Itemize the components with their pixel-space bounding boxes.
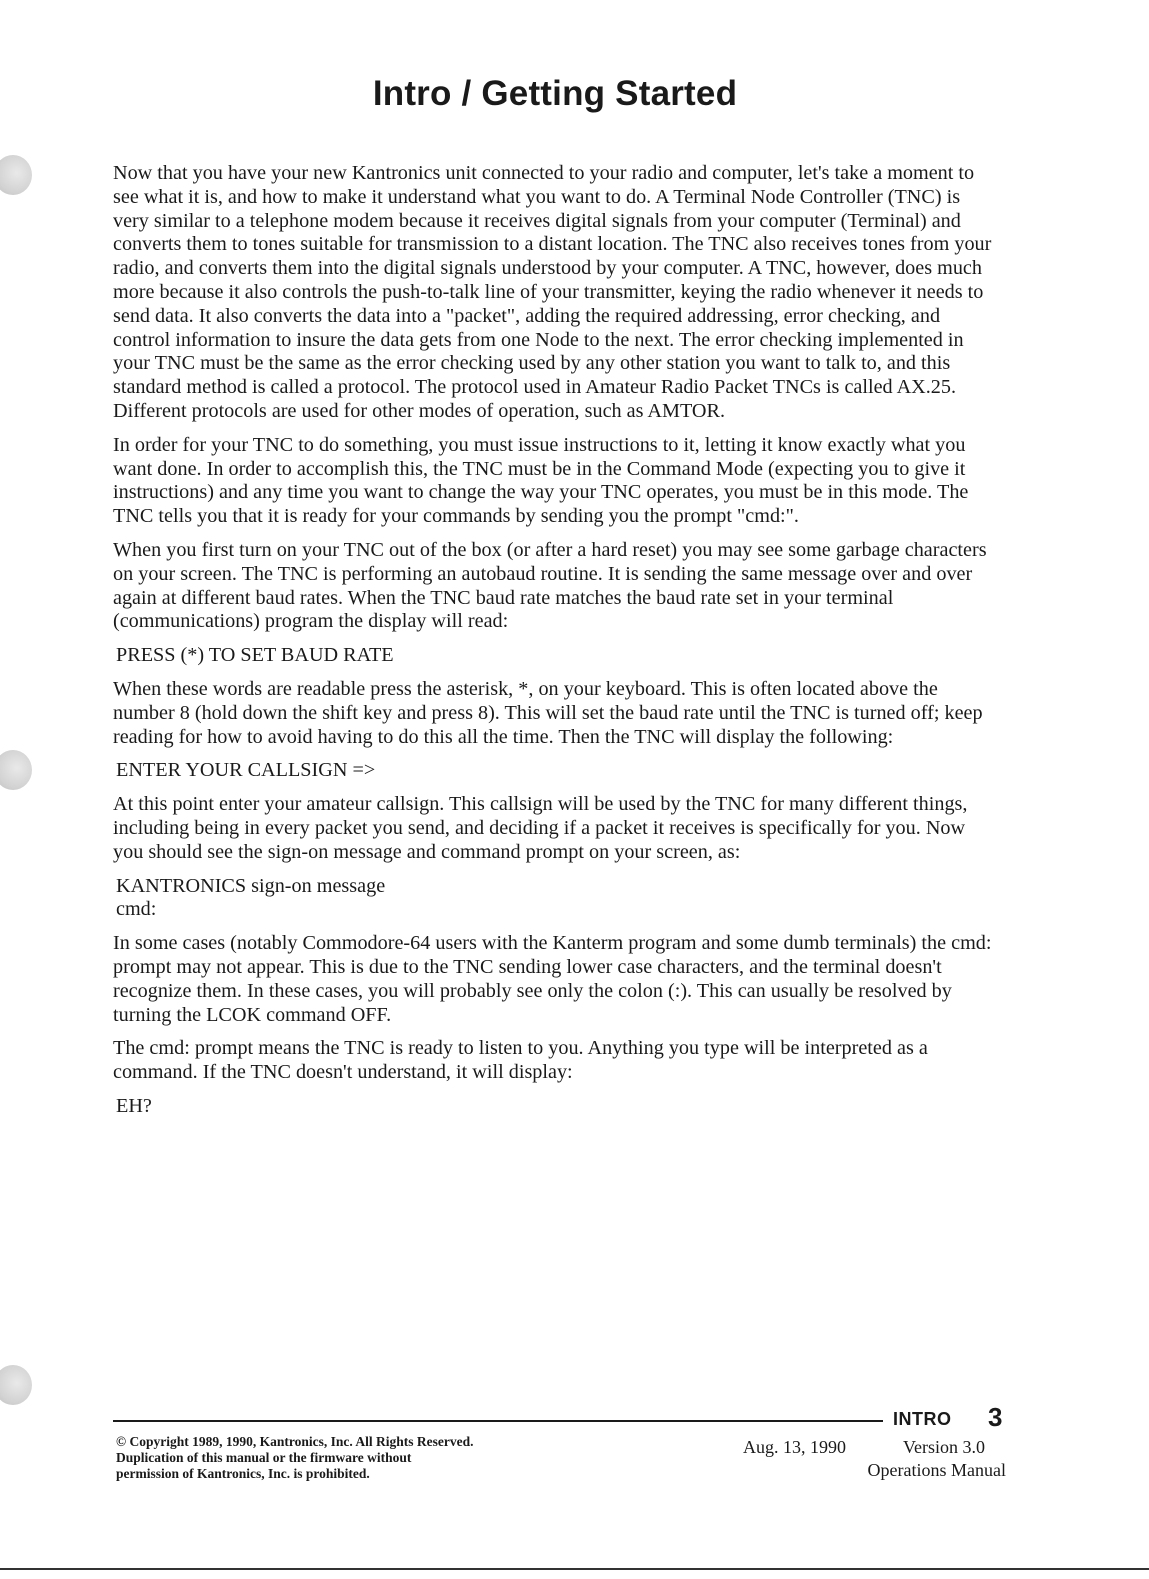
- paragraph-callsign: At this point enter your amateur callsign. This callsign will be used by the TNC for many different things, including being in every packet you send, and deciding if a packet it receives is specifically for you. Now you should see the sign-on message and command prompt on your screen, as:: [113, 793, 968, 863]
- paragraph-intro: Now that you have your new Kantronics unit connected to your radio and computer, let's take a moment to see what it is, and how to make it understand what you want to do. A Terminal Node Controller (TNC) is very similar to a telephone modem because it receives digital signals from your computer (Terminal) and converts them to tones suitable for transmission to a distant location. The TNC also receives tones from your radio, and converts them into the digital signals understood by your computer. A TNC, however, does much more because it also controls the push-to-talk line of your transmitter, keying the radio whenever it needs to send data. It also converts the data into a "packet", adding the required addressing, error checking, and control information to insure the data gets from one Node to the next. The error checking implemented in your TNC must be the same as the error checking used by any other station you want to talk to, and this standard method is called a protocol. The protocol used in Amateur Radio Packet TNCs is called AX.25. Different protocols are used for other modes of operation, such as AMTOR.: [113, 162, 992, 422]
- display-cmd: cmd:: [116, 898, 157, 921]
- footer-rule: [113, 1420, 883, 1422]
- page-title: Intro / Getting Started: [372, 74, 738, 113]
- scan-bottom-edge: [0, 1568, 1149, 1570]
- copyright-line: © Copyright 1989, 1990, Kantronics, Inc. All Rights Reserved.: [116, 1434, 474, 1449]
- binder-hole-top: [0, 155, 32, 195]
- footer-manual-title: Operations Manual: [867, 1460, 1006, 1480]
- body-text: [113, 162, 993, 1129]
- footer-version: Version 3.0: [903, 1437, 985, 1457]
- paragraph-command-mode: In order for your TNC to do something, you must issue instructions to it, letting it know exactly what you want done. In order to accomplish this, the TNC must be in the Command Mode (expecting you to give it instructions) and any time you want to change the way your TNC operates, you must be in this mode. The TNC tells you that it is ready for your commands by sending you the prompt "cmd:".: [113, 433, 969, 528]
- paragraph-lcok: In some cases (notably Commodore-64 users with the Kanterm program and some dumb terminals) the cmd: prompt may not appear. This is due to the TNC sending lower case characters, and the terminal doesn't recognize them. In these cases, you will probably see only the colon (:). This can usually be resolved by turning the LCOK command OFF.: [113, 932, 992, 1026]
- binder-hole-middle: [0, 750, 32, 790]
- display-eh: EH?: [116, 1094, 152, 1117]
- page-number: 3: [988, 1402, 1003, 1432]
- footer-section-label: INTRO: [893, 1409, 952, 1429]
- paragraph-cmd-prompt: The cmd: prompt means the TNC is ready to listen to you. Anything you type will be interpreted as a command. If the TNC doesn't understand, it will display:: [113, 1037, 928, 1084]
- footer-date: Aug. 13, 1990: [743, 1437, 846, 1457]
- copyright-line: permission of Kantronics, Inc. is prohibited.: [116, 1466, 370, 1481]
- display-sign-on: KANTRONICS sign-on message: [116, 874, 386, 897]
- copyright-notice: [116, 1434, 473, 1482]
- copyright-line: Duplication of this manual or the firmware without: [116, 1450, 412, 1465]
- display-callsign-prompt: ENTER YOUR CALLSIGN =>: [116, 759, 376, 782]
- binder-hole-bottom: [0, 1365, 32, 1405]
- display-baud-prompt: PRESS (*) TO SET BAUD RATE: [116, 644, 394, 667]
- paragraph-asterisk: When these words are readable press the asterisk, *, on your keyboard. This is often located above the number 8 (hold down the shift key and press 8). This will set the baud rate until the TNC is turned off; keep reading for how to avoid having to do this all the time. Then the TNC will display the following:: [113, 677, 983, 748]
- paragraph-autobaud: When you first turn on your TNC out of the box (or after a hard reset) you may see some garbage characters on your screen. The TNC is performing an autobaud routine. It is sending the same message over and over again at different baud rates. When the TNC baud rate matches the baud rate set in your terminal (communications) program the display will read:: [113, 538, 987, 633]
